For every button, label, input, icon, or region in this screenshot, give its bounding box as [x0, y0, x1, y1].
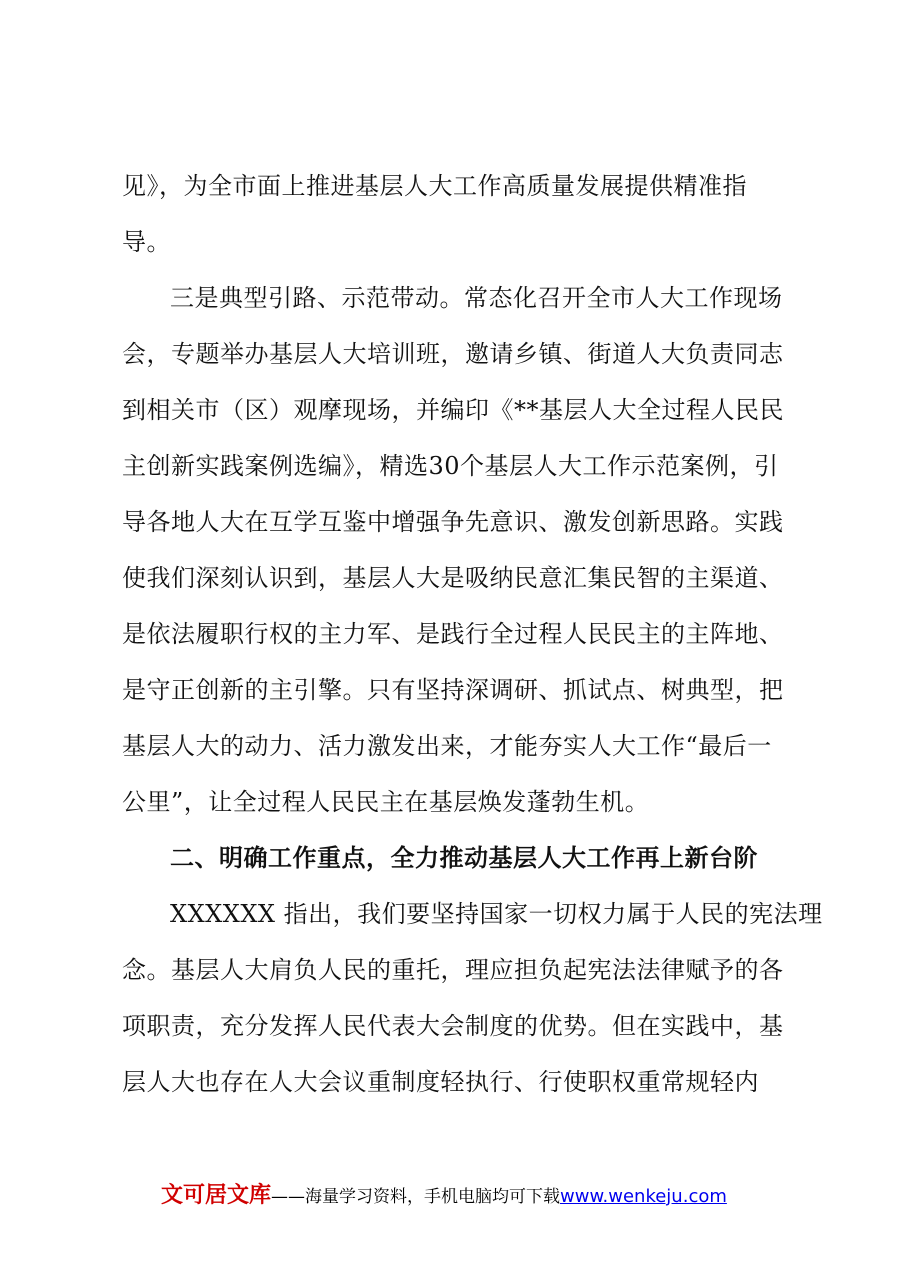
text-line: 三是典型引路、示范带动。常态化召开全市人大工作现场 [170, 284, 783, 312]
footer-brand: 文可居文库 [161, 1183, 272, 1208]
footer-website-link[interactable]: www.wenkeju.com [560, 1186, 727, 1207]
text-line: 导各地人大在互学互鉴中增强争先意识、激发创新思路。实践 [122, 508, 784, 536]
text-line: XXXXXX 指出，我们要坚持国家一切权力属于人民的宪法理 [170, 900, 823, 928]
text-line: 公里”，让全过程人民民主在基层焕发蓬勃生机。 [122, 788, 650, 816]
text-line: 念。基层人大肩负人民的重托，理应担负起宪法法律赋予的各 [122, 956, 784, 984]
text-line: 导。 [122, 228, 171, 256]
text-line: 会，专题举办基层人大培训班，邀请乡镇、街道人大负责同志 [122, 340, 784, 368]
text-line: 是守正创新的主引擎。只有坚持深调研、抓试点、树典型，把 [122, 676, 784, 704]
text-line: 主创新实践案例选编》，精选30个基层人大工作示范案例，引 [122, 452, 779, 480]
text-line: 使我们深刻认识到，基层人大是吸纳民意汇集民智的主渠道、 [122, 564, 784, 592]
text-line: 项职责，充分发挥人民代表大会制度的优势。但在实践中，基 [122, 1012, 784, 1040]
footer-tagline: ——海量学习资料，手机电脑均可下载 [271, 1187, 561, 1207]
section-heading: 二、明确工作重点，全力推动基层人大工作再上新台阶 [170, 844, 758, 872]
text-line: 见》，为全市面上推进基层人大工作高质量发展提供精准指 [122, 172, 747, 200]
text-line: 是依法履职行权的主力军、是践行全过程人民民主的主阵地、 [122, 620, 784, 648]
text-line: 基层人大的动力、活力激发出来，才能夯实人大工作“最后一 [122, 732, 772, 760]
footer-banner [161, 1180, 727, 1212]
text-line: 层人大也存在人大会议重制度轻执行、行使职权重常规轻内 [122, 1068, 759, 1096]
text-line: 到相关市（区）观摩现场，并编印《**基层人大全过程人民民 [122, 396, 784, 424]
